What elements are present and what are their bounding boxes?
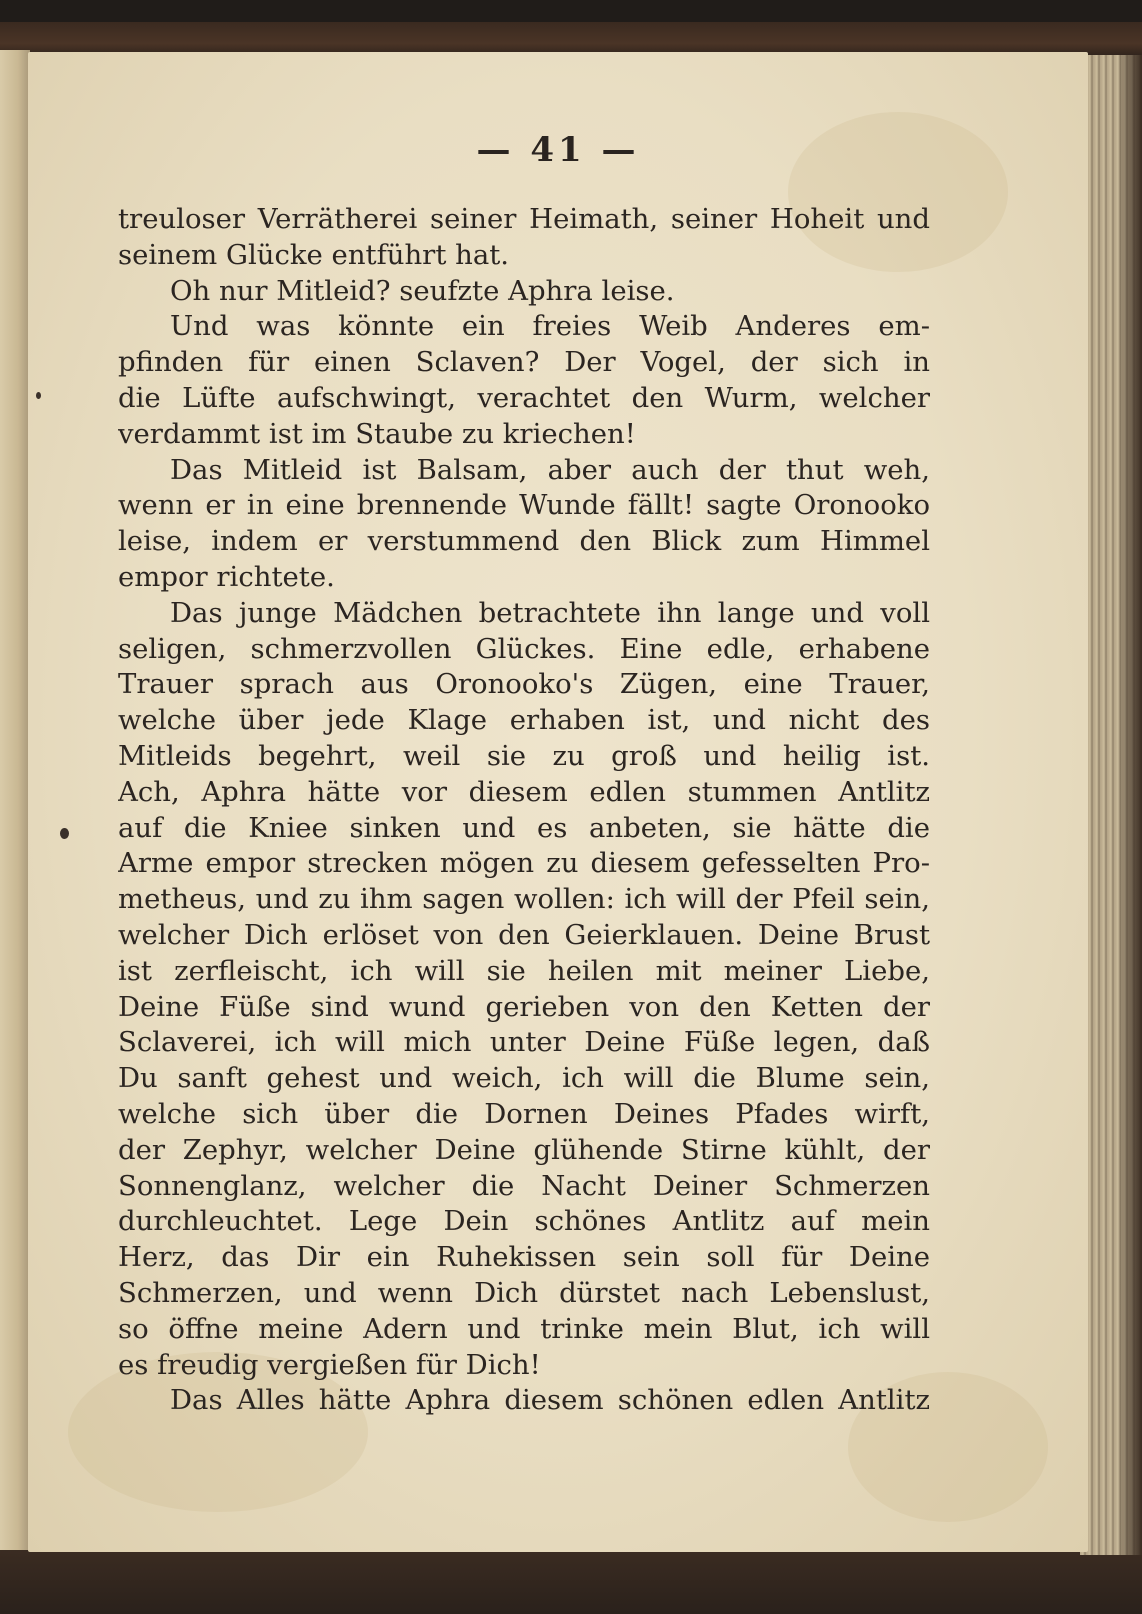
text-line: empor richtete. bbox=[118, 560, 335, 593]
text-line: seinem Glücke entführt hat. bbox=[118, 238, 510, 271]
text-line: ist zerfleischt, ich will sie heilen mit meiner Liebe, bbox=[118, 954, 930, 987]
text-line: so öffne meine Adern und trinke mein Blut, ich will bbox=[118, 1312, 930, 1345]
ink-spot bbox=[60, 828, 69, 839]
text-line: Mitleids begehrt, weil sie zu groß und heilig ist. bbox=[118, 739, 930, 772]
text-line: der Zephyr, welcher Deine glühende Stirne kühlt, der bbox=[118, 1133, 930, 1166]
text-line: Oh nur Mitleid? seufzte Aphra leise. bbox=[170, 274, 675, 307]
page-number: — 41 — bbox=[476, 130, 640, 170]
ink-spot bbox=[36, 392, 41, 399]
text-line: pfinden für einen Sclaven? Der Vogel, der sich in bbox=[118, 346, 930, 379]
text-line: Das Alles hätte Aphra diesem schönen edlen Antlitz bbox=[170, 1384, 930, 1417]
text-line: Deine Füße sind wund gerieben von den Ketten der bbox=[118, 990, 930, 1023]
text-line: durchleuchtet. Lege Dein schönes Antlitz auf mein bbox=[118, 1205, 930, 1238]
text-line: Sclaverei, ich will mich unter Deine Füße legen, daß bbox=[118, 1026, 930, 1059]
text-line: welcher Dich erlöset von den Geierklauen. Deine Brust bbox=[118, 918, 930, 951]
text-line: Du sanft gehest und weich, ich will die Blume sein, bbox=[118, 1062, 930, 1095]
text-line: Trauer sprach aus Oronooko's Zügen, eine Trauer, bbox=[118, 668, 930, 701]
text-line: metheus, und zu ihm sagen wollen: ich will der Pfeil sein, bbox=[118, 883, 930, 916]
text-line: Schmerzen, und wenn Dich dürstet nach Lebenslust, bbox=[118, 1276, 930, 1309]
text-line: Das Mitleid ist Balsam, aber auch der thut weh, bbox=[170, 453, 930, 486]
text-line: auf die Kniee sinken und es anbeten, sie hätte die bbox=[118, 811, 930, 844]
body-text bbox=[118, 202, 930, 1419]
book-page bbox=[28, 52, 1088, 1552]
text-line: Das junge Mädchen betrachtete ihn lange und voll bbox=[170, 596, 930, 629]
text-line: Sonnenglanz, welcher die Nacht Deiner Schmerzen bbox=[118, 1169, 930, 1202]
text-line: treuloser Verrätherei seiner Heimath, seiner Hoheit und bbox=[118, 203, 930, 235]
text-line: verdammt ist im Staube zu kriechen! bbox=[118, 417, 636, 450]
text-line: seligen, schmerzvollen Glückes. Eine edle, erhabene bbox=[118, 632, 930, 665]
text-line: welche sich über die Dornen Deines Pfades wirft, bbox=[118, 1097, 930, 1130]
text-line: wenn er in eine brennende Wunde fällt! sagte Oronooko bbox=[118, 489, 930, 522]
book-cover-bottom bbox=[0, 1548, 1142, 1614]
text-line: leise, indem er verstummend den Blick zum Himmel bbox=[118, 525, 930, 558]
text-line: Herz, das Dir ein Ruhekissen sein soll für Deine bbox=[118, 1241, 930, 1274]
text-line: es freudig vergießen für Dich! bbox=[118, 1348, 541, 1381]
text-line: welche über jede Klage erhaben ist, und nicht des bbox=[118, 704, 930, 737]
text-line: Arme empor strecken mögen zu diesem gefesselten Pro- bbox=[118, 847, 930, 880]
text-line: Ach, Aphra hätte vor diesem edlen stummen Antlitz bbox=[118, 775, 930, 808]
facing-page-edge bbox=[0, 50, 30, 1550]
text-line: Und was könnte ein freies Weib Anderes em- bbox=[170, 310, 930, 343]
text-line: die Lüfte aufschwingt, verachtet den Wurm, welcher bbox=[118, 381, 930, 414]
page-stack-shadow bbox=[1120, 55, 1142, 1555]
